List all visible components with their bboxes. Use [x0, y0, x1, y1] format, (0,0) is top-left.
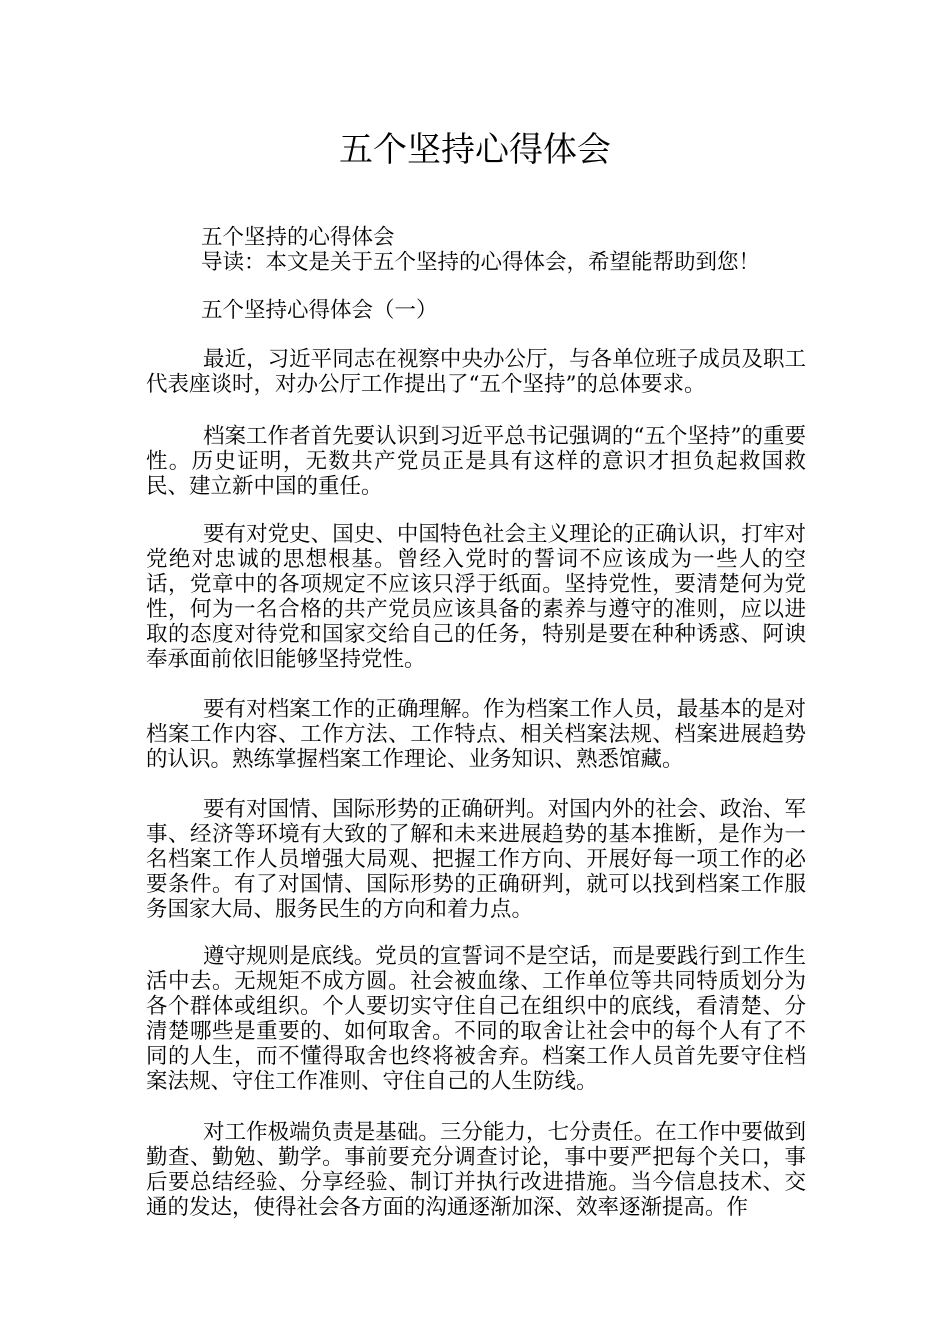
document-title: 五个坚持心得体会	[339, 130, 611, 170]
paragraph-1: 最近，习近平同志在视察中央办公厅，与各单位班子成员及职工代表座谈时，对办公厅工作提出了“五个坚持”的总体要求。	[146, 347, 806, 397]
paragraph-4: 要有对档案工作的正确理解。作为档案工作人员，最基本的是对档案工作内容、工作方法、工作特点、相关档案法规、档案进展趋势的认识。熟练掌握档案工作理论、业务知识、熟悉馆藏。	[146, 697, 806, 772]
paragraph-7: 对工作极端负责是基础。三分能力，七分责任。在工作中要做到勤查、勤勉、勤学。事前要充分调查讨论，事中要严把每个关口，事后要总结经验、分享经验、制订并执行改进措施。当今信息技术、交通的发达，使得社会各方面的沟通逐渐加深、效率逐渐提高。作	[146, 1120, 806, 1220]
paragraph-2: 档案工作者首先要认识到习近平总书记强调的“五个坚持”的重要性。历史证明，无数共产党员正是具有这样的意识才担负起救国救民、建立新中国的重任。	[146, 424, 806, 499]
paragraph-5: 要有对国情、国际形势的正确研判。对国内外的社会、政治、军事、经济等环境有大致的了解和未来进展趋势的基本推断，是作为一名档案工作人员增强大局观、把握工作方向、开展好每一项工作的必要条件。有了对国情、国际形势的正确研判，就可以找到档案工作服务国家大局、服务民生的方向和着力点。	[146, 797, 806, 922]
section-heading: 五个坚持心得体会（一）	[201, 298, 438, 323]
document-subtitle: 五个坚持的心得体会	[201, 225, 395, 250]
paragraph-6: 遵守规则是底线。党员的宣誓词不是空话，而是要践行到工作生活中去。无规矩不成方圆。社会被血缘、工作单位等共同特质划分为各个群体或组织。个人要切实守住自己在组织中的底线，看清楚、分清楚哪些是重要的、如何取舍。不同的取舍让社会中的每个人有了不同的人生，而不懂得取舍也终将被舍弃。档案工作人员首先要守住档案法规、守住工作准则、守住自己的人生防线。	[146, 944, 806, 1094]
document-lead: 导读：本文是关于五个坚持的心得体会，希望能帮助到您！	[201, 250, 761, 275]
paragraph-3: 要有对党史、国史、中国特色社会主义理论的正确认识，打牢对党绝对忠诚的思想根基。曾经入党时的誓词不应该成为一些人的空话，党章中的各项规定不应该只浮于纸面。坚持党性，要清楚何为党性，何为一名合格的共产党员应该具备的素养与遵守的准则，应以进取的态度对待党和国家交给自己的任务，特别是要在种种诱惑、阿谀奉承面前依旧能够坚持党性。	[146, 522, 806, 672]
